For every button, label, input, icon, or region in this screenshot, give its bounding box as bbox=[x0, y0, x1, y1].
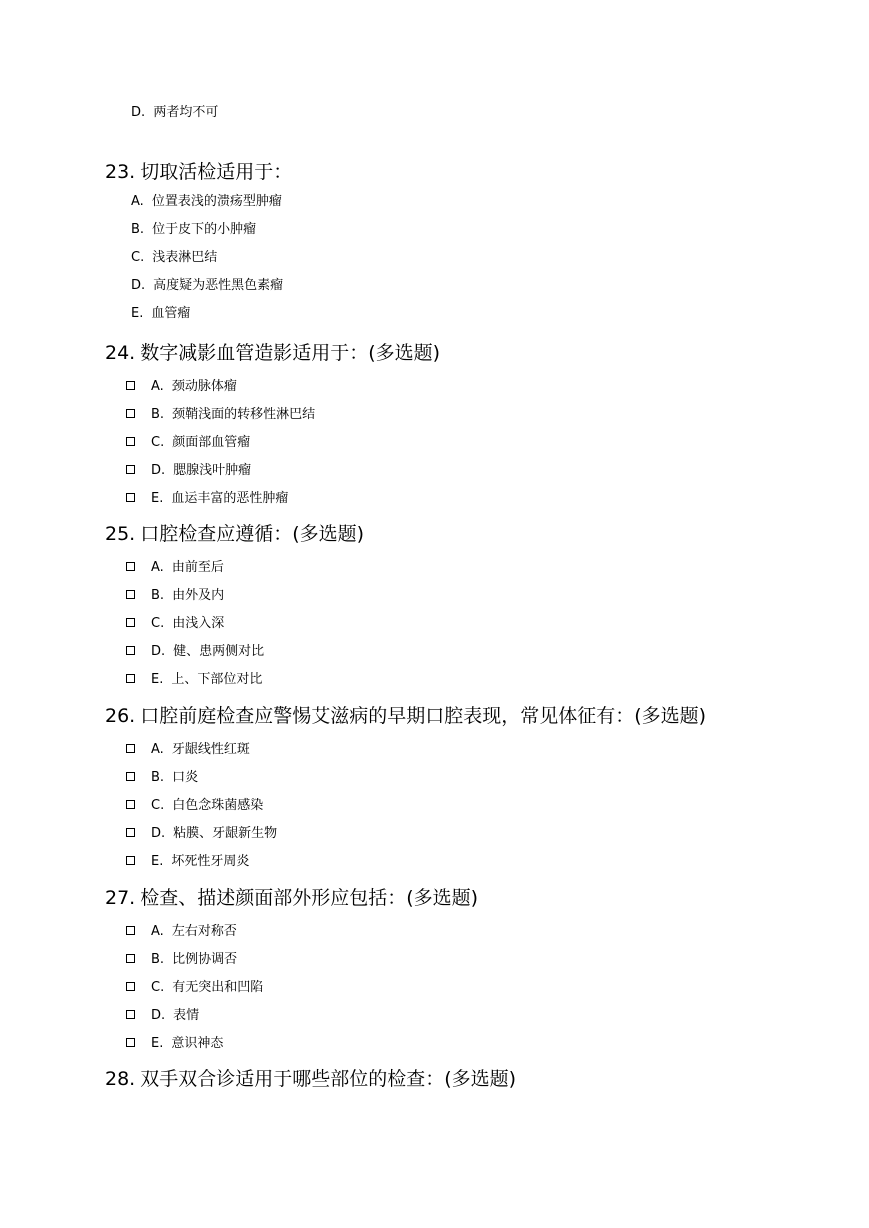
option-letter: C . bbox=[151, 797, 172, 815]
checkbox[interactable] bbox=[126, 562, 135, 571]
option-letter: C . bbox=[151, 979, 172, 997]
option-text: 由外及内 bbox=[172, 588, 225, 603]
option-letter: D . bbox=[131, 277, 153, 295]
option-letter: D . bbox=[151, 462, 173, 480]
question-25 bbox=[105, 521, 845, 689]
question-title bbox=[105, 703, 845, 729]
option-text: 牙龈线性红斑 bbox=[171, 742, 250, 757]
option-list bbox=[105, 741, 845, 871]
option-e[interactable] bbox=[131, 305, 845, 323]
option-letter: B . bbox=[151, 951, 172, 969]
option-letter: C . bbox=[151, 615, 172, 633]
option-d[interactable] bbox=[131, 277, 845, 295]
option-text: 颈动脉体瘤 bbox=[171, 379, 237, 394]
option-e[interactable] bbox=[126, 490, 845, 508]
question-title bbox=[105, 885, 845, 911]
checkbox[interactable] bbox=[126, 926, 135, 935]
checkbox[interactable] bbox=[126, 982, 135, 991]
question-28 bbox=[105, 1066, 845, 1092]
checkbox[interactable] bbox=[126, 646, 135, 655]
question-23 bbox=[105, 159, 845, 323]
option-letter: D . bbox=[151, 1007, 173, 1025]
option-text: 健、患两侧对比 bbox=[173, 644, 265, 659]
option-letter: C . bbox=[131, 249, 152, 267]
option-b[interactable] bbox=[126, 587, 845, 605]
option-d[interactable] bbox=[126, 825, 845, 843]
checkbox[interactable] bbox=[126, 1010, 135, 1019]
option-letter: E . bbox=[151, 1035, 171, 1053]
option-d[interactable] bbox=[126, 1007, 845, 1025]
question-text: 数字减影血管造影适用于：(多选题) bbox=[140, 342, 441, 364]
option-text: 坏死性牙周炎 bbox=[171, 854, 250, 869]
question-text: 切取活检适用于： bbox=[140, 161, 293, 183]
question-number: 24. bbox=[105, 342, 136, 364]
checkbox[interactable] bbox=[126, 409, 135, 418]
option-text: 位置表浅的溃疡型肿瘤 bbox=[151, 194, 282, 209]
option-letter: C . bbox=[151, 434, 172, 452]
option-e[interactable] bbox=[126, 853, 845, 871]
option-c[interactable] bbox=[126, 615, 845, 633]
checkbox[interactable] bbox=[126, 828, 135, 837]
option-letter: A . bbox=[151, 559, 172, 577]
question-text: 双手双合诊适用于哪些部位的检查：(多选题) bbox=[140, 1068, 517, 1090]
option-list bbox=[105, 923, 845, 1053]
checkbox[interactable] bbox=[126, 493, 135, 502]
option-c[interactable] bbox=[126, 797, 845, 815]
option-text: 由前至后 bbox=[171, 560, 224, 575]
question-number: 27. bbox=[105, 887, 136, 909]
checkbox[interactable] bbox=[126, 674, 135, 683]
question-text: 口腔检查应遵循：(多选题) bbox=[140, 523, 365, 545]
option-text: 表情 bbox=[173, 1008, 200, 1023]
option-a[interactable] bbox=[126, 378, 845, 396]
option-text: 有无突出和凹陷 bbox=[172, 980, 264, 995]
option-text: 高度疑为恶性黑色素瘤 bbox=[153, 278, 284, 293]
question-number: 26. bbox=[105, 705, 136, 727]
option-a[interactable] bbox=[131, 193, 845, 211]
checkbox[interactable] bbox=[126, 590, 135, 599]
option-letter: D . bbox=[151, 643, 173, 661]
option-text: 口炎 bbox=[172, 770, 199, 785]
option-letter: B . bbox=[151, 587, 172, 605]
checkbox[interactable] bbox=[126, 437, 135, 446]
option-letter: E . bbox=[151, 490, 171, 508]
option-list bbox=[105, 559, 845, 689]
option-text: 颈鞘浅面的转移性淋巴结 bbox=[172, 407, 316, 422]
option-letter: A . bbox=[131, 193, 152, 211]
option-letter: D bbox=[131, 105, 142, 120]
question-number: 23. bbox=[105, 161, 136, 183]
question-title bbox=[105, 521, 845, 547]
option-text: 粘膜、牙龈新生物 bbox=[173, 826, 278, 841]
question-27 bbox=[105, 885, 845, 1053]
checkbox[interactable] bbox=[126, 856, 135, 865]
question-26 bbox=[105, 703, 845, 871]
option-letter: B . bbox=[151, 406, 172, 424]
option-text: 浅表淋巴结 bbox=[152, 250, 218, 265]
checkbox[interactable] bbox=[126, 381, 135, 390]
option-text: 血管瘤 bbox=[151, 306, 191, 321]
checkbox[interactable] bbox=[126, 800, 135, 809]
question-title bbox=[105, 159, 845, 185]
option-letter: D . bbox=[151, 825, 173, 843]
option-a[interactable] bbox=[126, 923, 845, 941]
option-letter: A . bbox=[151, 923, 172, 941]
checkbox[interactable] bbox=[126, 618, 135, 627]
option-c[interactable] bbox=[126, 979, 845, 997]
checkbox[interactable] bbox=[126, 772, 135, 781]
option-c[interactable] bbox=[126, 434, 845, 452]
question-title bbox=[105, 1066, 845, 1092]
checkbox[interactable] bbox=[126, 954, 135, 963]
option-letter: A . bbox=[151, 741, 172, 759]
checkbox[interactable] bbox=[126, 744, 135, 753]
question-number: 25. bbox=[105, 523, 136, 545]
option-list bbox=[105, 378, 845, 508]
option-letter: E . bbox=[151, 671, 171, 689]
option-text: 白色念珠菌感染 bbox=[172, 798, 264, 813]
option-c[interactable] bbox=[131, 249, 845, 267]
question-text: 检查、描述颜面部外形应包括：(多选题) bbox=[140, 887, 479, 909]
option-text: 左右对称否 bbox=[171, 924, 237, 939]
option-text: 比例协调否 bbox=[172, 952, 238, 967]
option-text: 两者均不可 bbox=[153, 105, 219, 120]
question-24 bbox=[105, 340, 845, 508]
option-text: 腮腺浅叶肿瘤 bbox=[173, 463, 252, 478]
option-text: 上、下部位对比 bbox=[171, 672, 263, 687]
checkbox[interactable] bbox=[126, 1038, 135, 1047]
option-letter: B . bbox=[131, 221, 152, 239]
option-letter: E . bbox=[151, 853, 171, 871]
question-title bbox=[105, 340, 845, 366]
option-d[interactable] bbox=[126, 462, 845, 480]
option-letter: A . bbox=[151, 378, 172, 396]
option-e[interactable] bbox=[126, 1035, 845, 1053]
option-letter: B . bbox=[151, 769, 172, 787]
checkbox[interactable] bbox=[126, 465, 135, 474]
option-b[interactable] bbox=[126, 951, 845, 969]
option-text: 意识神态 bbox=[171, 1036, 224, 1051]
option-list bbox=[105, 193, 845, 323]
question-text: 口腔前庭检查应警惕艾滋病的早期口腔表现，常见体征有：(多选题) bbox=[140, 705, 707, 727]
option-text: 由浅入深 bbox=[172, 616, 225, 631]
option-b[interactable] bbox=[131, 221, 845, 239]
option-text: 血运丰富的恶性肿瘤 bbox=[171, 491, 289, 506]
option-b[interactable] bbox=[126, 406, 845, 424]
option-a[interactable] bbox=[126, 559, 845, 577]
option-text: 颜面部血管瘤 bbox=[172, 435, 251, 450]
option-d[interactable] bbox=[126, 643, 845, 661]
option-b[interactable] bbox=[126, 769, 845, 787]
option-text: 位于皮下的小肿瘤 bbox=[152, 222, 257, 237]
option-e[interactable] bbox=[126, 671, 845, 689]
question-number: 28. bbox=[105, 1068, 136, 1090]
option-letter: E . bbox=[131, 305, 151, 323]
option-a[interactable] bbox=[126, 741, 845, 759]
option-d-prev-question: D. 两者均不可 bbox=[131, 105, 219, 120]
